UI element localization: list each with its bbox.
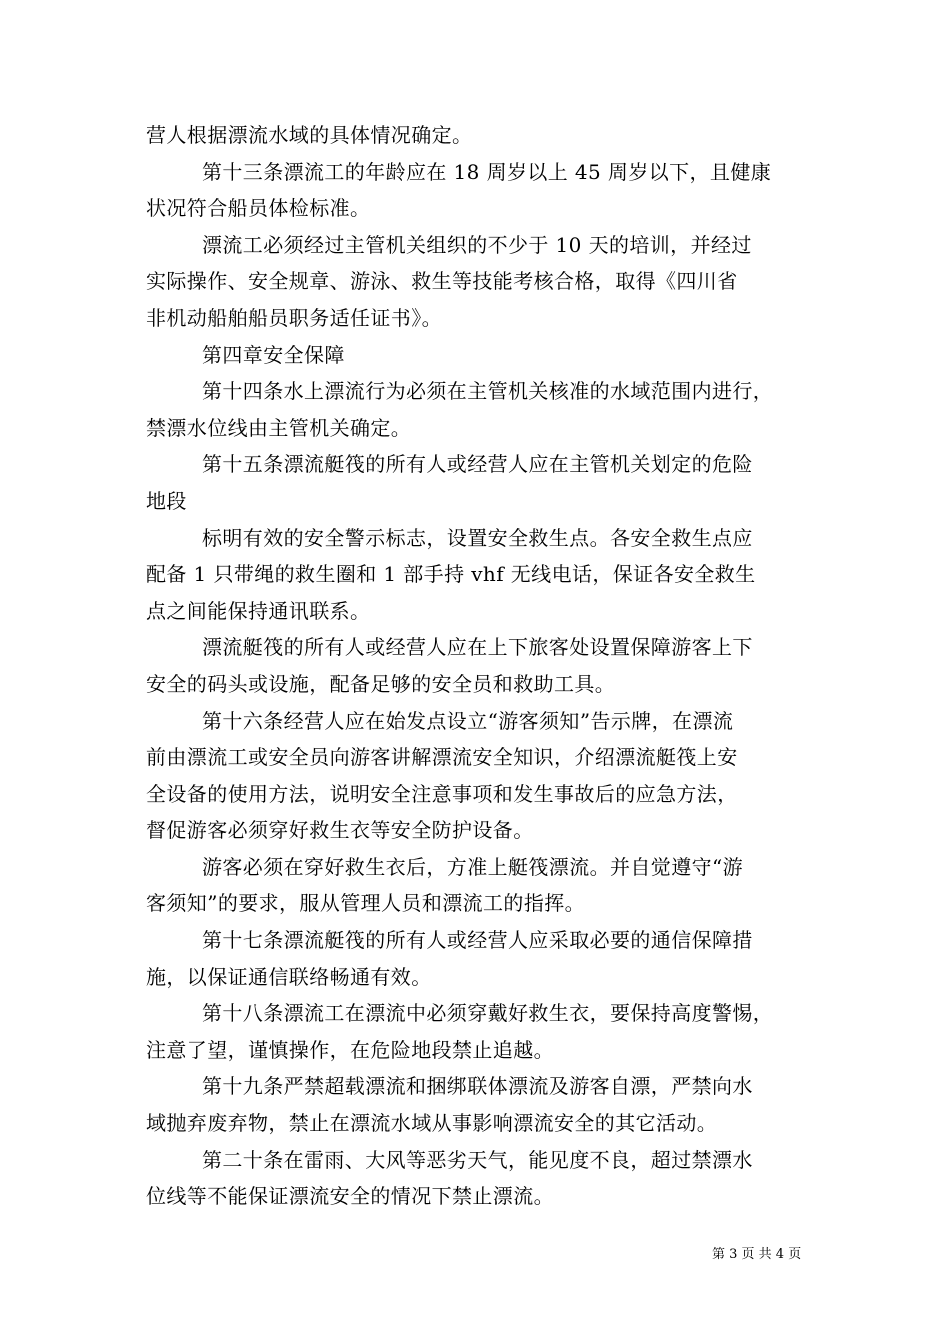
text-line: 注意了望，谨慎操作，在危险地段禁止追越。 <box>146 1037 554 1062</box>
text-line: 前由漂流工或安全员向游客讲解漂流安全知识，介绍漂流艇筏上安 <box>146 745 738 770</box>
text-line: 地段 <box>146 488 187 513</box>
text-line: 第十六条经营人应在始发点设立“游客须知”告示牌，在漂流 <box>202 708 734 733</box>
text-line: 域抛弃废弃物，禁止在漂流水域从事影响漂流安全的其它活动。 <box>146 1111 718 1136</box>
text-line: 标明有效的安全警示标志，设置安全救生点。各安全救生点应 <box>202 525 753 550</box>
text-line: 第十五条漂流艇筏的所有人或经营人应在主管机关划定的危险 <box>202 452 753 477</box>
text-line: 第十四条水上漂流行为必须在主管机关核准的水域范围内进行， <box>202 379 774 404</box>
text-line: 施，以保证通信联络畅通有效。 <box>146 964 432 989</box>
text-line: 第四章安全保障 <box>202 342 345 367</box>
text-line: 营人根据漂流水域的具体情况确定。 <box>146 123 473 147</box>
text-line: 漂流艇筏的所有人或经营人应在上下旅客处设置保障游客上下 <box>202 635 753 660</box>
text-line: 安全的码头或设施，配备足够的安全员和救助工具。 <box>146 671 616 696</box>
text-line: 非机动船舶船员职务适任证书》。 <box>146 305 442 330</box>
text-line: 第十三条漂流工的年龄应在 18 周岁以上 45 周岁以下，且健康 <box>202 159 772 184</box>
text-line: 禁漂水位线由主管机关确定。 <box>146 415 412 440</box>
text-line: 点之间能保持通讯联系。 <box>146 598 371 623</box>
text-line: 配备 1 只带绳的救生圈和 1 部手持 vhf 无线电话，保证各安全救生 <box>146 562 756 587</box>
text-line: 游客必须在穿好救生衣后，方准上艇筏漂流。并自觉遵守“游 <box>202 854 744 879</box>
document-body <box>146 117 826 1215</box>
text-line: 漂流工必须经过主管机关组织的不少于 10 天的培训，并经过 <box>202 232 752 257</box>
text-line: 全设备的使用方法，说明安全注意事项和发生事故后的应急方法， <box>146 781 738 806</box>
text-line: 第十九条严禁超载漂流和捆绑联体漂流及游客自漂，严禁向水 <box>202 1074 753 1099</box>
text-line: 督促游客必须穿好救生衣等安全防护设备。 <box>146 818 534 843</box>
text-line: 第十七条漂流艇筏的所有人或经营人应采取必要的通信保障措 <box>202 928 753 953</box>
text-line: 位线等不能保证漂流安全的情况下禁止漂流。 <box>146 1184 554 1209</box>
text-line: 第二十条在雷雨、大风等恶劣天气，能见度不良，超过禁漂水 <box>202 1147 753 1172</box>
text-line: 客须知”的要求，服从管理人员和漂流工的指挥。 <box>146 891 586 916</box>
text-line: 实际操作、安全规章、游泳、救生等技能考核合格，取得《四川省 <box>146 269 738 294</box>
text-line: 状况符合船员体检标准。 <box>146 196 371 221</box>
text-line: 第十八条漂流工在漂流中必须穿戴好救生衣，要保持高度警惕， <box>202 1001 774 1026</box>
page-number: 第 3 页 共 4 页 <box>712 1247 802 1262</box>
